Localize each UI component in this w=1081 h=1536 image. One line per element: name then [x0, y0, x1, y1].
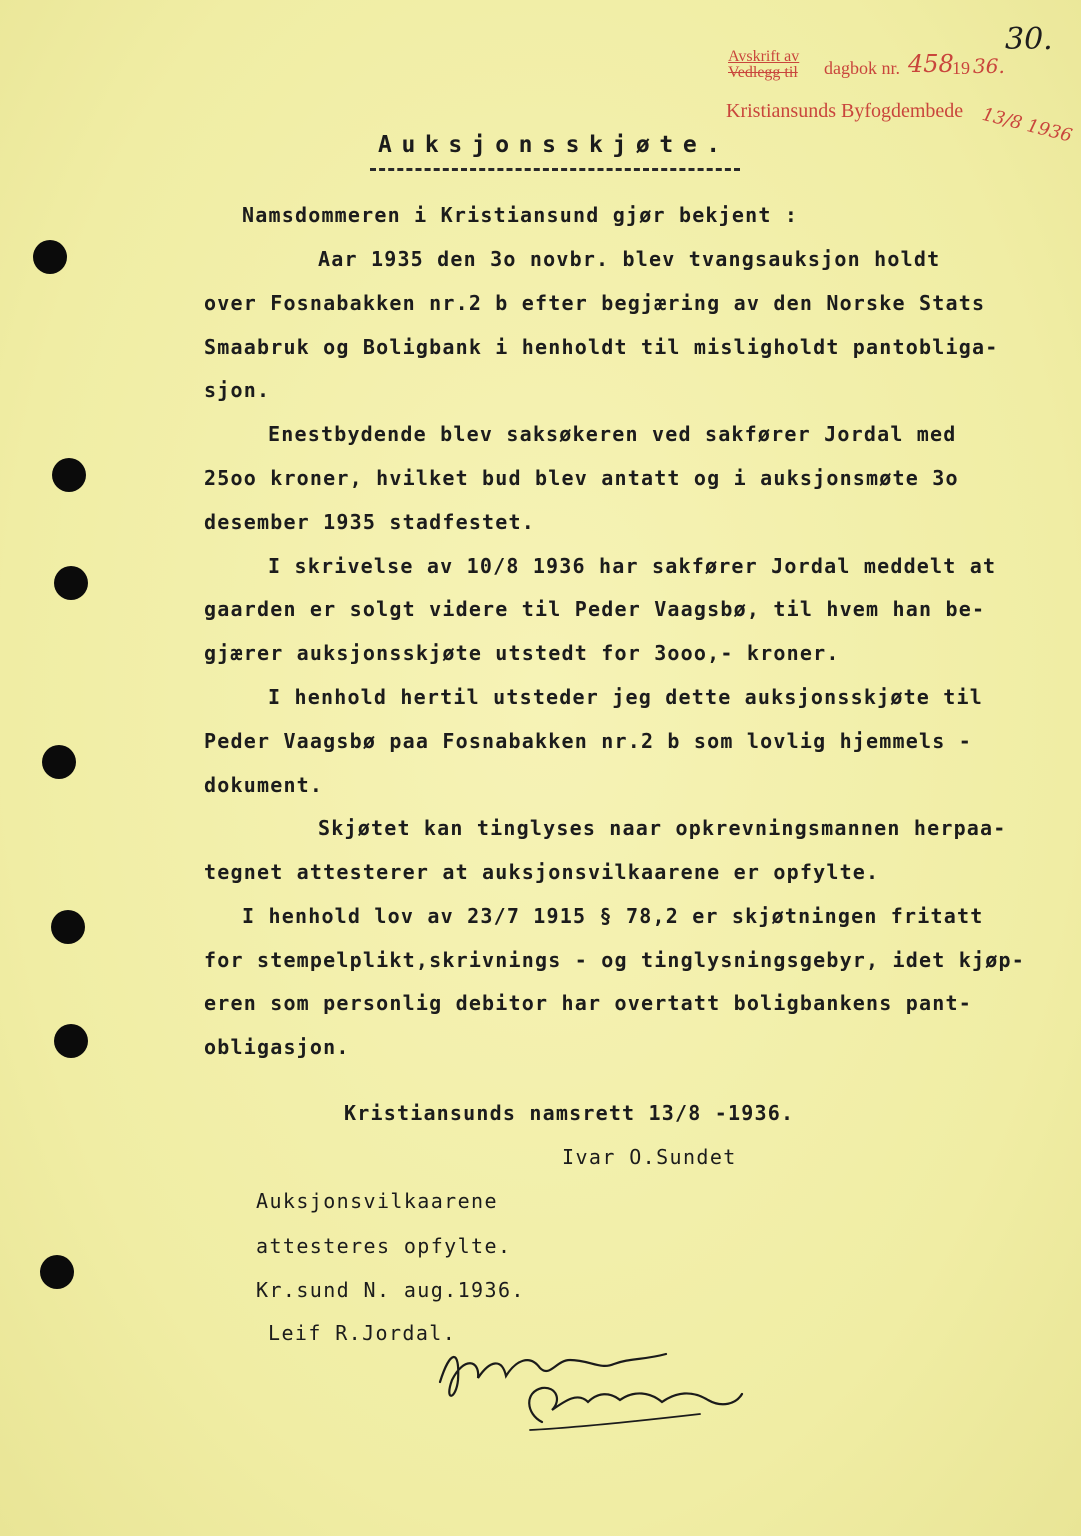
attest-line: attesteres opfylte.	[256, 1234, 512, 1258]
punch-hole	[54, 1024, 88, 1058]
attest-line: Leif R.Jordal.	[268, 1321, 457, 1345]
punch-hole	[42, 745, 76, 779]
punch-hole	[54, 566, 88, 600]
body-line: Enestbydende blev saksøkeren ved sakfører Jordal med	[268, 422, 957, 446]
body-line: for stempelplikt,skrivnings - og tinglysningsgebyr, idet kjøp-	[204, 948, 1025, 972]
punch-hole	[51, 910, 85, 944]
body-line: dokument.	[204, 773, 324, 797]
body-line: tegnet attesterer at auksjonsvilkaarene er opfylte.	[204, 860, 880, 884]
body-line: eren som personlig debitor har overtatt boligbankens pant-	[204, 991, 972, 1015]
body-line: desember 1935 stadfestet.	[204, 510, 536, 534]
stamp-avskrift: Avskrift av	[728, 48, 800, 65]
attest-line: Auksjonsvilkaarene	[256, 1189, 498, 1213]
punch-hole	[52, 458, 86, 492]
stamp-dagbok-label: dagbok nr.	[824, 58, 900, 78]
stamp-vedlegg: Vedlegg til	[728, 64, 798, 81]
page-number: 30.	[1005, 22, 1053, 57]
stamp-office: Kristiansunds Byfogdembede	[726, 100, 964, 122]
stamp-year-prefix: 19	[952, 58, 970, 78]
body-line: Peder Vaagsbø paa Fosnabakken nr.2 b som lovlig hjemmels -	[204, 729, 972, 753]
body-line: over Fosnabakken nr.2 b efter begjæring av den Norske Stats	[204, 291, 986, 315]
body-line: sjon.	[204, 378, 271, 402]
body-line: Smaabruk og Boligbank i henholdt til misligholdt pantobliga-	[204, 335, 999, 359]
signer-name: Ivar O.Sundet	[562, 1145, 737, 1169]
attest-line: Kr.sund N. aug.1936.	[256, 1278, 525, 1302]
body-line: gaarden er solgt videre til Peder Vaagsbø, til hvem han be-	[204, 597, 986, 621]
handwritten-signature	[430, 1330, 770, 1440]
body-line: Namsdommeren i Kristiansund gjør bekjent :	[242, 203, 799, 227]
body-line: gjærer auksjonsskjøte utstedt for 3ooo,- kroner.	[204, 641, 840, 665]
stamp-date: 13/8 1936	[979, 104, 1075, 147]
body-line: obligasjon.	[204, 1035, 350, 1059]
punch-hole	[40, 1255, 74, 1289]
body-line: I skrivelse av 10/8 1936 har sakfører Jordal meddelt at	[268, 554, 997, 578]
body-line: I henhold hertil utsteder jeg dette auksjonsskjøte til	[268, 685, 984, 709]
place-date: Kristiansunds namsrett 13/8 -1936.	[344, 1101, 795, 1125]
stamp-dagbok-number: 458	[908, 50, 954, 78]
body-line: 25oo kroner, hvilket bud blev antatt og i auksjonsmøte 3o	[204, 466, 959, 490]
title-underline	[370, 168, 740, 171]
stamp-year-suffix: 36.	[973, 54, 1005, 78]
body-line: I henhold lov av 23/7 1915 § 78,2 er skjøtningen fritatt	[242, 904, 984, 928]
body-line: Aar 1935 den 3o novbr. blev tvangsauksjon holdt	[318, 247, 941, 271]
document-title: Auksjonsskjøte.	[378, 132, 730, 158]
punch-hole	[33, 240, 67, 274]
body-line: Skjøtet kan tinglyses naar opkrevningsmannen herpaa-	[318, 816, 1007, 840]
